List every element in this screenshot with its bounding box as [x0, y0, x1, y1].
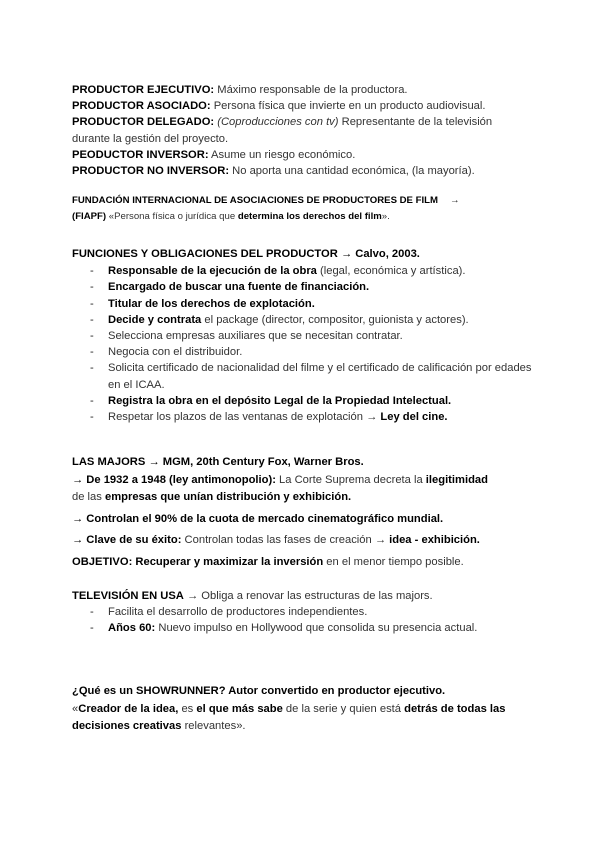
funciones-list [72, 263, 532, 425]
fiapf-definition: (FIAPF) «Persona física o jurídica que determina los derechos del film». [72, 211, 390, 222]
roles-block [72, 82, 532, 179]
role-ejecutivo: PRODUCTOR EJECUTIVO: Máximo responsable de la productora. [72, 84, 408, 96]
list-item: - Encargado de buscar una fuente de financiación. [72, 279, 532, 295]
role-delegado: PRODUCTOR DELEGADO: (Coproducciones con tv) Representante de la televisión [72, 116, 493, 129]
fiapf-block [72, 193, 532, 225]
arrow-icon: → [450, 195, 460, 206]
list-item: - Responsable de la ejecución de la obra (legal, económica y artística). [72, 263, 532, 279]
majors-clave: → Clave de su éxito: Controlan todas las fases de creación → idea - exhibición. [72, 534, 480, 546]
showrunner-block [72, 683, 532, 736]
role-asociado: PRODUCTOR ASOCIADO: Persona física que invierte en un producto audiovisual. [72, 100, 486, 113]
tv-list [72, 604, 532, 636]
fiapf-title: FUNDACIÓN INTERNACIONAL DE ASOCIACIONES DE PRODUCTORES DE FILM → [72, 195, 460, 206]
majors-block [72, 454, 532, 571]
list-item: - Registra la obra en el depósito Legal de la Propiedad Intelectual. [72, 393, 532, 409]
list-item: - Titular de los derechos de explotación. [72, 296, 532, 312]
funciones-heading: FUNCIONES Y OBLIGACIONES DEL PRODUCTOR → Calvo, 2003. [72, 248, 420, 260]
showrunner-definition: «Creador de la idea, es el que más sabe de la serie y quien está detrás de todas las decisiones creativas relevantes». [72, 702, 506, 732]
list-item: - Solicita certificado de nacionalidad del filme y el certificado de calificación por edades en el ICAA. [72, 360, 532, 392]
role-no-inversor: PRODUCTOR NO INVERSOR: No aporta una cantidad económica, (la mayoría). [72, 165, 475, 178]
funciones-block [72, 246, 532, 425]
majors-antimonopolio-cont: de las empresas que unían distribución y exhibición. [72, 491, 352, 503]
list-item: - Años 60: Nuevo impulso en Hollywood que consolida su presencia actual. [72, 620, 532, 636]
majors-heading: LAS MAJORS → MGM, 20th Century Fox, Warner Bros. [72, 456, 364, 468]
majors-antimonopolio: → De 1932 a 1948 (ley antimonopolio): La Corte Suprema decreta la ilegitimidad [72, 473, 488, 486]
list-item: - Negocia con el distribuidor. [72, 344, 532, 360]
majors-cuota: → Controlan el 90% de la cuota de mercado cinematográfico mundial. [72, 512, 444, 525]
role-delegado-cont: durante la gestión del proyecto. [72, 132, 229, 145]
list-item: - Respetar los plazos de las ventanas de explotación → Ley del cine. [72, 409, 532, 425]
majors-objetivo: OBJETIVO: Recuperar y maximizar la inversión en el menor tiempo posible. [72, 555, 464, 568]
showrunner-heading: ¿Qué es un SHOWRUNNER? Autor convertido en productor ejecutivo. [72, 685, 446, 697]
tv-block [72, 588, 532, 637]
list-item: - Decide y contrata el package (director, compositor, guionista y actores). [72, 312, 532, 328]
role-inversor: PEODUCTOR INVERSOR: Asume un riesgo económico. [72, 148, 356, 161]
tv-heading: TELEVISIÓN EN USA → Obliga a renovar las estructuras de las majors. [72, 590, 433, 602]
list-item: - Selecciona empresas auxiliares que se necesitan contratar. [72, 328, 532, 344]
list-item: - Facilita el desarrollo de productores independientes. [72, 604, 532, 620]
